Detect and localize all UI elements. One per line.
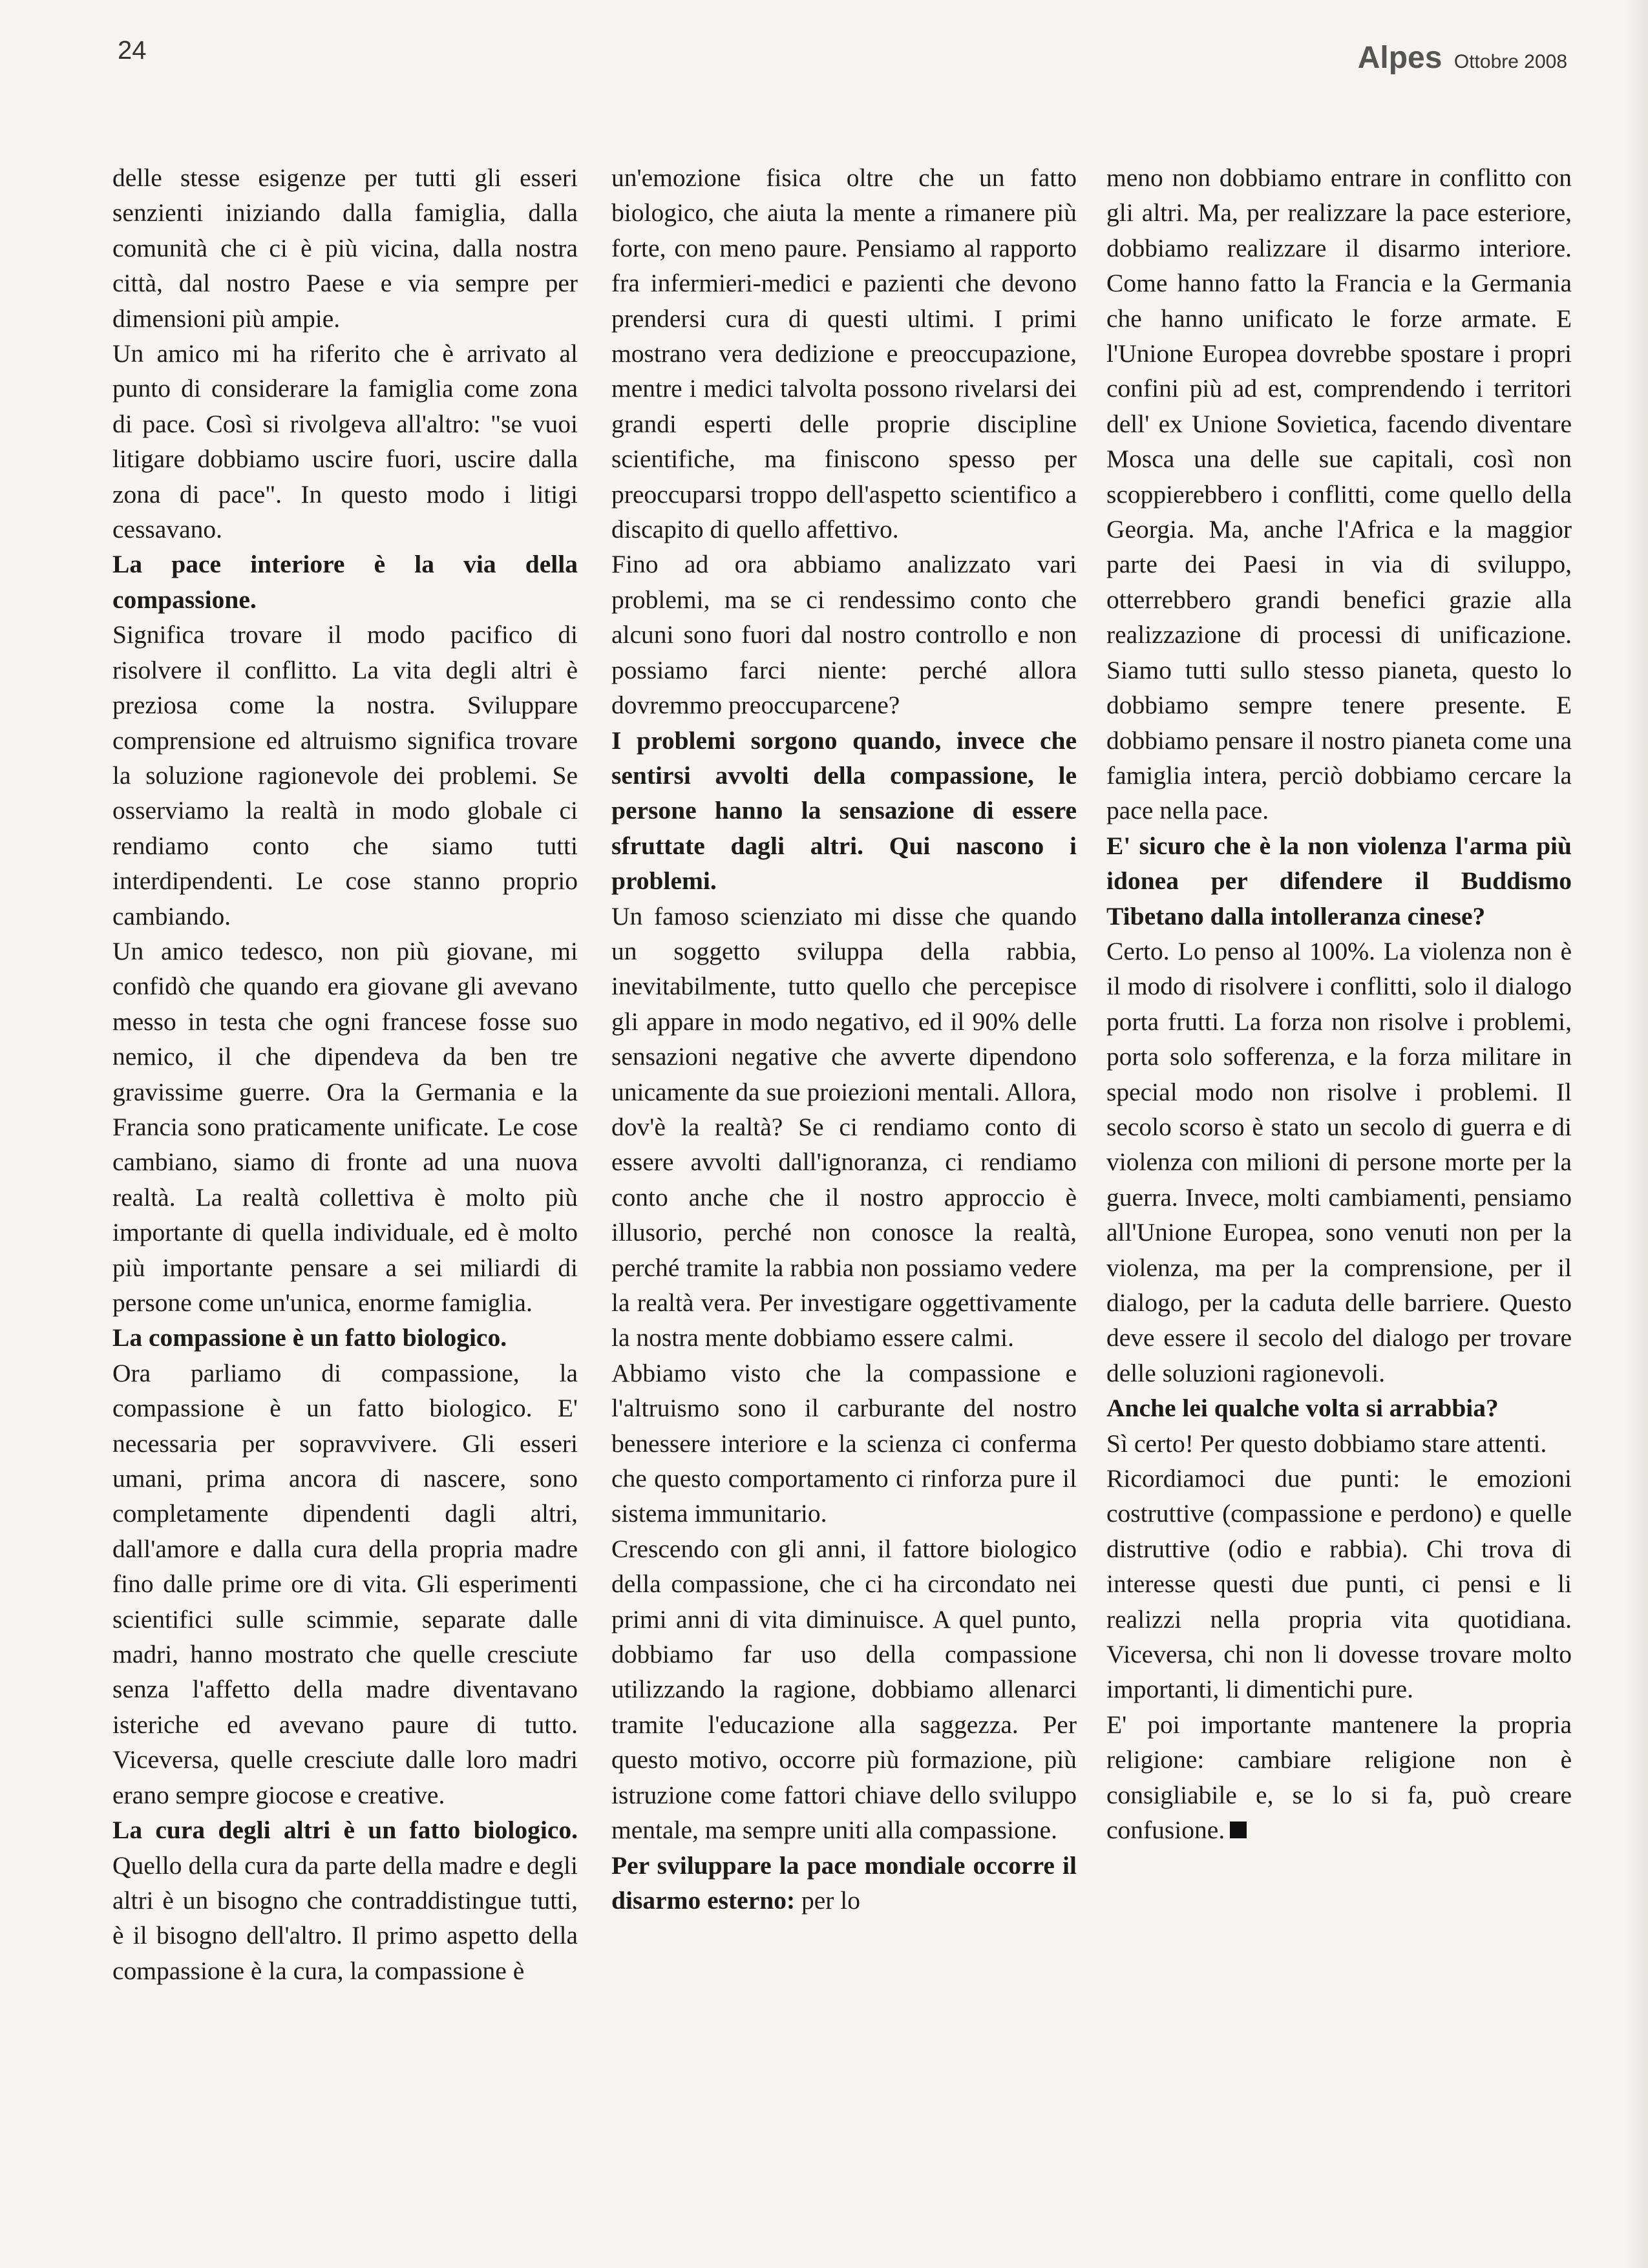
paragraph	[1106, 1426, 1572, 1461]
paragraph	[1106, 934, 1572, 1391]
text-column-2	[611, 160, 1077, 1918]
paragraph	[611, 1356, 1077, 1531]
paragraph	[112, 336, 578, 547]
subheading	[611, 723, 1077, 899]
paragraph-text: per lo	[795, 1885, 861, 1915]
paragraph-text: Sì certo! Per questo dobbiamo stare attenti.	[1106, 1429, 1547, 1458]
subheading	[1106, 1391, 1572, 1425]
paragraph-text: Significa trovare il modo pacifico di risolvere il conflitto. La vita degli altri è preziosa come la nostra. Sviluppare comprensione ed altruismo significa trovare la soluzione ragionevole dei problemi. Se osserviamo la realtà in modo globale ci rendiamo conto che siamo tutti interdipendenti. Le cose stanno proprio cambiando.	[112, 620, 578, 930]
paragraph-text: Ricordiamoci due punti: le emozioni costruttive (compassione e perdono) e quelle distruttive (odio e rabbia). Chi trova di interesse questi due punti, ci pensi e li realizzi nella propria vita quotidiana. Viceversa, chi non li dovesse trovare molto importanti, li dimentichi pure.	[1106, 1464, 1572, 1704]
paragraph	[611, 899, 1077, 1356]
paragraph-text: meno non dobbiamo entrare in conflitto con gli altri. Ma, per realizzare la pace esteriore, dobbiamo realizzare il disarmo interiore. Come hanno fatto la Francia e la Germania che hanno unificato le forze armate. E l'Unione Europea dovrebbe spostare i propri confini più ad est, comprendendo i territori dell' ex Unione Sovietica, facendo diventare Mosca una delle sue capitali, così non scoppierebbero i conflitti, come quello della Georgia. Ma, anche l'Africa e la maggior parte dei Paesi in via di sviluppo, otterrebbero grandi benefici grazie alla realizzazione di processi di unificazione. Siamo tutti sullo stesso pianeta, questo lo dobbiamo sempre tenere presente. E dobbiamo pensare il nostro pianeta come una famiglia intera, perciò dobbiamo cercare la pace nella pace.	[1106, 163, 1572, 825]
paragraph-text: Crescendo con gli anni, il fattore biologico della compassione, che ci ha circondato nei primi anni di vita diminuisce. A quel punto, dobbiamo far uso della compassione utilizzando la ragione, dobbiamo allenarci tramite l'educazione alla saggezza. Per questo motivo, occorre più formazione, più istruzione come fattori chiave dello sviluppo mentale, ma sempre uniti alla compassione.	[611, 1534, 1077, 1845]
bold-lead: La compassione è un fatto biologico.	[112, 1323, 507, 1352]
paragraph-text: un'emozione fisica oltre che un fatto biologico, che aiuta la mente a rimanere più forte, con meno paure. Pensiamo al rapporto fra infermieri-medici e pazienti che devono prendersi cura di questi ultimi. I primi mostrano vera dedizione e preoccupazione, mentre i medici talvolta possono rivelarsi dei grandi esperti delle proprie discipline scientifiche, ma finiscono spesso per preoccuparsi troppo dell'aspetto scientifico a discapito di quello affettivo.	[611, 163, 1077, 544]
text-column-1	[112, 160, 578, 1988]
paragraph	[1106, 160, 1572, 828]
bold-lead: E' sicuro che è la non violenza l'arma più idonea per difendere il Buddismo Tibetano dalla intolleranza cinese?	[1106, 831, 1572, 930]
bold-lead: I problemi sorgono quando, invece che sentirsi avvolti della compassione, le persone hanno la sensazione di essere sfruttate dagli altri. Qui nascono i problemi.	[611, 726, 1077, 896]
paragraph-text: Un amico mi ha riferito che è arrivato al punto di considerare la famiglia come zona di pace. Così si rivolgeva all'altro: "se vuoi litigare dobbiamo uscire fuori, uscire dalla zona di pace". In questo modo i litigi cessavano.	[112, 339, 578, 544]
subheading	[112, 547, 578, 617]
paragraph	[611, 160, 1077, 547]
paragraph-text: Certo. Lo penso al 100%. La violenza non è il modo di risolvere i conflitti, solo il dialogo porta frutti. La forza non risolve i problemi, porta solo sofferenza, e la forza militare in special modo non risolve i problemi. Il secolo scorso è stato un secolo di guerra e di violenza con milioni di persone morte per la guerra. Invece, molti cambiamenti, pensiamo all'Unione Europea, sono venuti non per la violenza, ma per la comprensione, per il dialogo, per la caduta delle barriere. Questo deve essere il secolo del dialogo per trovare delle soluzioni ragionevoli.	[1106, 936, 1572, 1387]
paragraph	[112, 617, 578, 934]
bold-lead: Anche lei qualche volta si arrabbia?	[1106, 1394, 1499, 1423]
paragraph-text: Un amico tedesco, non più giovane, mi confidò che quando era giovane gli avevano messo in testa che ogni francese fosse suo nemico, il che dipendeva da ben tre gravissime guerre. Ora la Germania e la Francia sono praticamente unificate. Le cose cambiano, siamo di fronte ad una nuova realtà. La realtà collettiva è molto più importante di quella individuale, ed è molto più importante pensare a sei miliardi di persone come un'unica, enorme famiglia.	[112, 936, 578, 1317]
end-of-article-mark	[1230, 1822, 1247, 1838]
paragraph-text: Abbiamo visto che la compassione e l'altruismo sono il carburante del nostro benessere interiore e la scienza ci conferma che questo comportamento ci rinforza pure il sistema immunitario.	[611, 1358, 1077, 1528]
running-header	[1358, 40, 1567, 76]
bold-lead: La pace interiore è la via della compassione.	[112, 550, 578, 614]
subheading	[112, 1320, 578, 1355]
bold-lead: La cura degli altri è un fatto biologico.	[112, 1816, 578, 1845]
page-edge	[1622, 0, 1648, 2268]
paragraph-text: Quello della cura da parte della madre e degli altri è un bisogno che contraddistingue tutti, è il bisogno dell'altro. Il primo aspetto della compassione è la cura, la compassione è	[112, 1851, 578, 1985]
paragraph-text: Ora parliamo di compassione, la compassione è un fatto biologico. E' necessaria per sopravvivere. Gli esseri umani, prima ancora di nascere, sono completamente dipendenti dagli altri, dall'amore e dalla cura della propria madre fino dalle prime ore di vita. Gli esperimenti scientifici sulle scimmie, separate dalle madri, hanno mostrato che quelle cresciute senza l'affetto della madre diventavano isteriche ed avevano paure di tutto. Viceversa, quelle cresciute dalle loro madri erano sempre giocose e creative.	[112, 1358, 578, 1809]
subheading	[1106, 828, 1572, 934]
paragraph	[611, 1848, 1077, 1918]
paragraph-text: Un famoso scienziato mi disse che quando un soggetto sviluppa della rabbia, inevitabilmente, tutto quello che percepisce gli appare in modo negativo, ed il 90% delle sensazioni negative che avverte dipendono unicamente da sue proiezioni mentali. Allora, dov'è la realtà? Se ci rendiamo conto di essere avvolti dall'ignoranza, ci rendiamo conto anche che il nostro approccio è illusorio, perché non conosce la realtà, perché tramite la rabbia non possiamo vedere la realtà vera. Per investigare oggettivamente la nostra mente dobbiamo essere calmi.	[611, 901, 1077, 1352]
paragraph	[112, 1812, 578, 1988]
paragraph	[611, 547, 1077, 722]
paragraph	[1106, 1461, 1572, 1707]
paragraph-text: Fino ad ora abbiamo analizzato vari problemi, ma se ci rendessimo conto che alcuni sono fuori dal nostro controllo e non possiamo farci niente: perché allora dovremmo preoccuparcene?	[611, 550, 1077, 720]
paragraph	[1106, 1707, 1572, 1848]
paragraph-text: E' poi importante mantenere la propria religione: cambiare religione non è consigliabile e, se lo si fa, può creare confusione.	[1106, 1710, 1572, 1845]
paragraph	[112, 1356, 578, 1812]
paragraph	[112, 160, 578, 336]
magazine-name: Alpes	[1357, 41, 1442, 75]
paragraph	[112, 934, 578, 1320]
paragraph	[611, 1531, 1077, 1848]
page-number: 24	[118, 36, 147, 65]
paragraph-text: delle stesse esigenze per tutti gli esseri senzienti iniziando dalla famiglia, dalla comunità che ci è più vicina, dalla nostra città, dal nostro Paese e via sempre per dimensioni più ampie.	[112, 163, 578, 333]
bold-lead: Per sviluppare la pace mondiale occorre il disarmo esterno:	[611, 1851, 1077, 1915]
text-column-3	[1106, 160, 1572, 1848]
issue-date: Ottobre 2008	[1453, 51, 1567, 72]
